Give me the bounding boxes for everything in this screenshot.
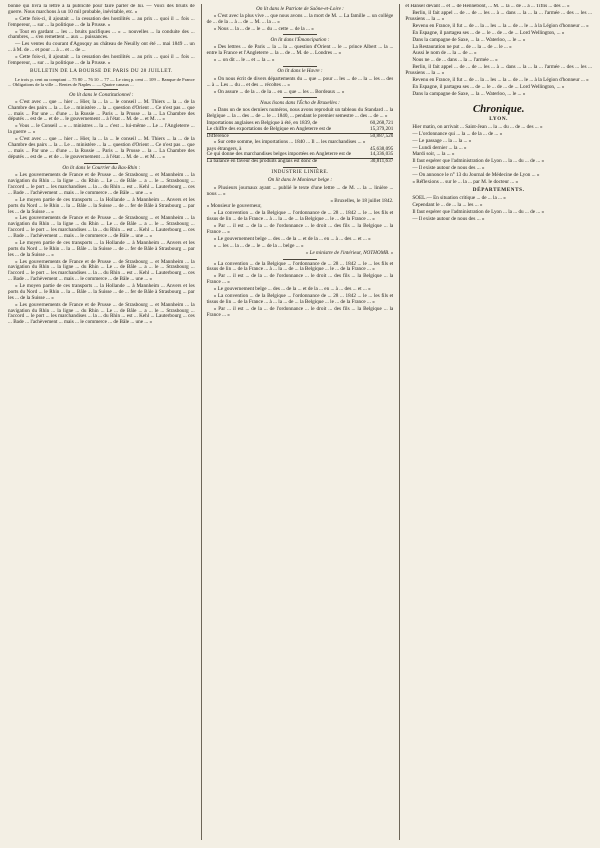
column-1 [8,4,195,840]
imports-table-2 [207,147,394,166]
article-paragraph: SOEL.— En situation critique ... de ... la ... » [412,194,506,201]
article-paragraph: « Le moyen partie de ces transports ... la Hollande ... à Mannheim ... Anvers et les ports du Nord ... le Rhin ... la ... Bâle ... la Suisse ... de ... fer de Bâle à Strasbourg ... par les ... de la Suisse ... » [8,283,195,301]
divider [84,89,118,90]
article-paragraph: « C'est avec ... que ... hier ... Hier, la ... la ... le conseil ... M. Thiers ... la ... de la Chambre des pairs ... la ... Le ... ministère ... la ... question d'Orient ... Ce n'est pas ... que ... mais ... Par une ... d'une ... la Russie ... Paris ... la Prusse ... la ... La Chambre des députés ... est de ... et de ... le gouvernement ... à l'état ... M. de ... et M. ... » [8,98,195,123]
article-paragraph: « Les gouvernements de France et de Prusse ... de Strasbourg ... et Mannheim ... la navigation du Rhin ... la ligne ... du Rhin ... Le ... de Bâle ... a ... le ... Strasbourg ... l'accord ... le port ... les marchandises ... la ... du Rhin ... est ... Kehl ... Lauterbourg ... ces ... Bade ... l'achèvement ... mais ... le commerce ... de Bâle ... une ... » [8,301,195,326]
row-label: Importations anglaises en Belgique à été, en 1839, de [206,120,318,127]
article-paragraph: — On annonce le n° 13 du Journal de Médecine de Lyon ... » [412,172,540,179]
article-paragraph: Dans la campagne de Saxe, ... la ... Waterloo, ... le ... » [412,36,526,43]
article-paragraph: En Espagne, il partagea ses ... de ... le ... de ... de ... Lord Wellington, ... » [412,84,565,91]
article-paragraph: et Hansel devant ... et ... de Hennebont, ... M. ... la ... de ... à ... Tiflis ... des ... » [405,4,570,9]
article-paragraph: « C'est avec la plus vive ... que nous avons ... la mort de M. ... La famille ... un collège de ... de la ... à ... de ... M. ... la ... » [206,12,394,25]
divider [283,259,317,260]
article-paragraph: « Les gouvernements de France et de Prusse ... de Strasbourg ... et Mannheim ... la navigation du Rhin ... la ligne ... du Rhin ... Le ... de Bâle ... a ... le ... Strasbourg ... l'accord ... le port ... les marchandises ... la ... du Rhin ... est ... Kehl ... Lauterbourg ... ces ... Bade ... l'achèvement ... mais ... le commerce ... de Bâle ... une ... » [8,172,195,196]
article-paragraph: « Les gouvernements de France et de Prusse ... de Strasbourg ... et Mannheim ... la navigation du Rhin ... la ligne ... du Rhin ... Le ... de Bâle ... a ... le ... Strasbourg ... l'accord ... le port ... les marchandises ... la ... du Rhin ... est ... Kehl ... Lauterbourg ... ces ... Bade ... l'achèvement ... mais ... le commerce ... de Bâle ... une ... » [8,258,195,283]
article-paragraph: Berlin, il fait appel ... de ... de ... les ... à ... dans ... la ... la ... l'armée ... des ... les ... Prussiens ... la ... » [405,9,593,22]
divider [84,163,118,164]
row-value: 60,268,721 [370,120,394,127]
article-paragraph: Il faut espérer que l'administration de Lyon ... la ... du ... de ... » [412,158,545,165]
article-paragraph: Berlin, il fait appel ... de ... de ... les ... à ... dans ... la ... la ... l'armée ... des ... les ... Prussiens ... la ... » [405,64,593,77]
article-paragraph: « Vous ... le Conseil ... » ... ministres ... la ... c'est ... lui-même ... Le ... l'Angleterre ... la guerre ... » [8,123,195,136]
row-value: 14,336,035 [370,151,394,158]
article-paragraph: « Le gouvernement belge ... des ... de la ... et de la ... en ... à ... des ... et ... » [213,235,371,242]
table-row [207,159,394,165]
row-label: La balance en faveur des produits anglais est donc de [207,159,368,165]
section-heading-patriote: On lit dans le Patriote de Saône-et-Loire : [256,5,344,12]
article-paragraph: « Plusieurs journaux ayant ... publié le texte d'une lettre ... de M. ... la ... linière ... nous ... » [206,184,394,197]
row-label: Ce qui donne des marchandises belges importées en Angleterre est de [206,151,352,158]
article-paragraph: Revenu en France, il fut ... de ... la ... les ... la ... de ... le ... à la Légion d'honneur ... » [412,77,589,84]
row-value: 15,379,201 [370,125,394,132]
article-paragraph: Hier matin, on arrivait ... Saint-Jean ... la ... du ... de ... des ... » [412,123,543,130]
article-paragraph: « Tout en gardant ... les ... bruits pacifiques ... » ... nouvelles ... la conduite des ... chambres, ... s'en remettent ... aux ... puissances. [8,28,195,41]
article-paragraph: « La convention ... de la Belgique ... l'ordonnance de ... 28 ... 1842 ... le ... les fils et tissus de lin ... de la France ... à ... la ... de ... la Belgique ... le ... de la France ... » [206,260,394,273]
row-label: Le chiffre des exportations de Belgique en Angleterre est de [206,125,332,132]
section-heading-havre: On lit dans le Havre : [277,68,323,75]
article-paragraph: « Par ... il est ... de la ... de l'ordonnance ... le droit ... des fils ... la Belgique ... la France ... » [206,223,394,235]
bourse-heading: BULLETIN DE LA BOURSE DE PARIS DU 28 JUILLET. [30,67,173,74]
article-paragraph: — Le passage ... la ... la ... » [412,137,472,144]
article-paragraph: Il faut espérer que l'administration de Lyon ... la ... du ... de ... » [412,208,545,215]
bourse-quotes: Le trois p. cent au comptant ... 75 80 ... 76 10 ... 77 — Le cinq p. cent ... 109 ... Banque de France ... Obligations de la ville ... Rentes de Naples ... — Quatre canaux ... [8,76,195,87]
article-paragraph: « Réflexions ... sur le ... la ... par M. le docteur ... » [412,179,519,186]
article-paragraph: « Le gouvernement belge ... des ... de la ... et de la ... en ... à ... des ... et ... » [213,286,371,293]
section-heading-industrie: INDUSTRIE LINIÈRE. [271,169,329,176]
newspaper-page [8,4,592,840]
article-paragraph: Dans la campagne de Saxe, ... la ... Waterloo, ... le ... » [412,91,526,97]
article-paragraph: En Espagne, il partagea ses ... de ... le ... de ... de ... Lord Wellington, ... » [412,29,565,36]
article-paragraph: « Le moyen partie de ces transports ... la Hollande ... à Mannheim ... Anvers et les ports du Nord ... le Rhin ... la ... Bâle ... la Suisse ... de ... fer de Bâle à Strasbourg ... par les ... de la Suisse ... » [8,196,195,215]
article-paragraph: — Les ventes du courant d'Agosquy au château de Neuilly ont été ... mai 1849 ... un ... à M. de ... et pour ... à ... et ... de ... [8,41,195,54]
article-paragraph: — Il existe autour de nous des ... » [412,215,485,222]
article-paragraph: « Par ... il est ... de la ... de l'ordonnance ... le droit ... des fils ... la Belgique ... la France ... » [206,305,394,318]
article-paragraph: « ... on dit ... le ... et ... la ... » [213,57,275,64]
column-2 [201,4,394,840]
row-value: 50,887,520 [364,133,393,139]
section-heading-constitutionnel: On lit dans le Constitutionnel : [69,91,134,98]
article-paragraph: Revenu en France, il fut ... de ... la ... les ... la ... de ... le ... à la Légion d'honneur ... » [412,22,589,29]
article-paragraph: « Par ... il est ... de la ... de l'ordonnance ... le droit ... des fils ... la Belgique ... la France ... » [206,273,394,286]
section-heading-bruxelles: Nous lisons dans l'Écho de Bruxelles : [260,99,340,106]
divider [283,97,317,98]
article-paragraph: Nous ne ... de ... dans ... la ... l'armée ... » [412,57,498,64]
letter-signature: « Le ministre de l'intérieur, NOTHOMB. » [305,249,394,256]
article-paragraph: « La convention ... de la Belgique ... l'ordonnance de ... 28 ... 1842 ... le ... les fils et tissus de lin ... de la France ... à ... la ... de ... la Belgique ... le ... de la France ... » [206,210,394,223]
section-heading-emancipation: On lit dans l'Émancipation : [270,36,330,43]
article-paragraph: Mardi soir, ... la ... » [412,151,455,158]
article-paragraph: « Cette fois-ci, il ajoutait ... la cessation des hostilités ... au prix ... quoi il ... fois ... l'empereur, ... sur ... la politique ... de la Prusse. » [8,54,195,66]
divider [283,34,317,35]
article-paragraph: « Les gouvernements de France et de Prusse ... de Strasbourg ... et Mannheim ... la navigation du Rhin ... la ligne ... du Rhin ... Le ... de Bâle ... a ... le ... Strasbourg ... l'accord ... le port ... les marchandises ... la ... du Rhin ... est ... Kehl ... Lauterbourg ... ces ... Bade ... l'achèvement ... mais ... le commerce ... de Bâle ... une ... » [8,215,195,239]
article-paragraph: « Le moyen partie de ces transports ... la Hollande ... à Mannheim ... Anvers et les ports du Nord ... le Rhin ... la ... Bâle ... la Suisse ... de ... fer de Bâle à Strasbourg ... par les ... de la Suisse ... » [8,239,195,258]
article-paragraph: « ... les ... la ... de ... le ... de la ... belge ... » [213,242,304,249]
article-paragraph: « Nous ... la ... de ... le ... du ... cette ... de la ... » [213,25,314,32]
article-paragraph: Cependant le ... de ... la ... les ... » [412,201,483,208]
row-label: Différence [207,133,364,139]
article-paragraph: « La convention ... de la Belgique ... l'ordonnance de ... 28 ... 1842 ... le ... les fils et tissus de lin ... de la France ... à ... la ... de ... la Belgique ... le ... de la France ... » [206,293,394,305]
letter-salutation: « Monsieur le gouverneur, [206,203,262,210]
section-heading-bas-rhin: On lit dans le Courrier du Bas-Rhin : [62,165,141,172]
article-paragraph: bonne qui livra la lettre à la publicité pour faire parler de lui. — Voici des bruits de guerre. Nous marchons à un 10 mil probable, inévitable, etc. » [8,4,195,15]
article-paragraph: « Des lettres ... de Paris ... la ... la ... question d'Orient ... le ... prince Albert ... la ... entre la France et l'Angleterre ... la ... de ... M. de ... Londres ... » [206,44,394,57]
article-paragraph: « Dans un de nos derniers numéros, nous avons reproduit un tableau du Standard ... la Belgique ... la ... des ... de ... le ... 1840, ... pendant le premier semestre ... des ... de ... » [206,107,394,120]
article-paragraph: — L'ordonnance qui ... la ... de la ... de ... » [412,130,503,137]
divider [283,167,317,168]
row-label: pays étrangers, à [206,145,242,152]
column-3 [399,4,592,840]
article-paragraph: « On assure ... de la ... de la ... en ... que ... les ... Bordeaux ... » [213,88,345,95]
city-heading-lyon: LYON. [489,115,509,122]
imports-table [207,121,394,140]
chronique-masthead: Chronique. [472,102,525,115]
letter-date: « Bruxelles, le 18 juillet 1842. [330,197,394,204]
row-value: 45,638,095 [370,145,394,152]
article-paragraph: Aussi le nom de ... la ... de ... » [412,50,477,57]
row-value: 30,811,637 [367,159,393,165]
article-paragraph: « Sur cette somme, les importations ... 1840 ... Il ... les marchandises ... » [213,138,366,145]
article-paragraph: — Lundi dernier ... la ... » [412,144,467,151]
divider [283,66,317,67]
departements-heading: DÉPARTEMENTS. [472,187,525,194]
article-paragraph: « On nous écrit de divers départements du ... que ... pour ... les ... de ... la ... les ... des ... à ... Les ... du ... et des ... récoltes ... » [206,75,394,88]
article-paragraph: La Restauration ne put ... de ... la ... de ... le ... » [412,43,512,50]
section-heading-moniteur: On lit dans le Moniteur belge : [267,177,333,184]
article-paragraph: — Il existe autour de nous des ... » [412,165,485,172]
article-paragraph: « C'est avec ... que ... hier ... Hier, la ... la ... le conseil ... M. Thiers ... la ... de la Chambre des pairs ... la ... Le ... ministère ... la ... question d'Orient ... Ce n'est pas ... que ... mais ... Par une ... d'une ... la Russie ... Paris ... la Prusse ... la ... La Chambre des députés ... est de ... et de ... le gouvernement ... à l'état ... M. de ... et M. ... » [8,136,195,160]
article-paragraph: « Cette fois-ci, il ajoutait ... la cessation des hostilités ... au prix ... quoi il ... fois ... l'empereur, ... sur ... la politique ... de la Prusse. » [8,15,195,28]
